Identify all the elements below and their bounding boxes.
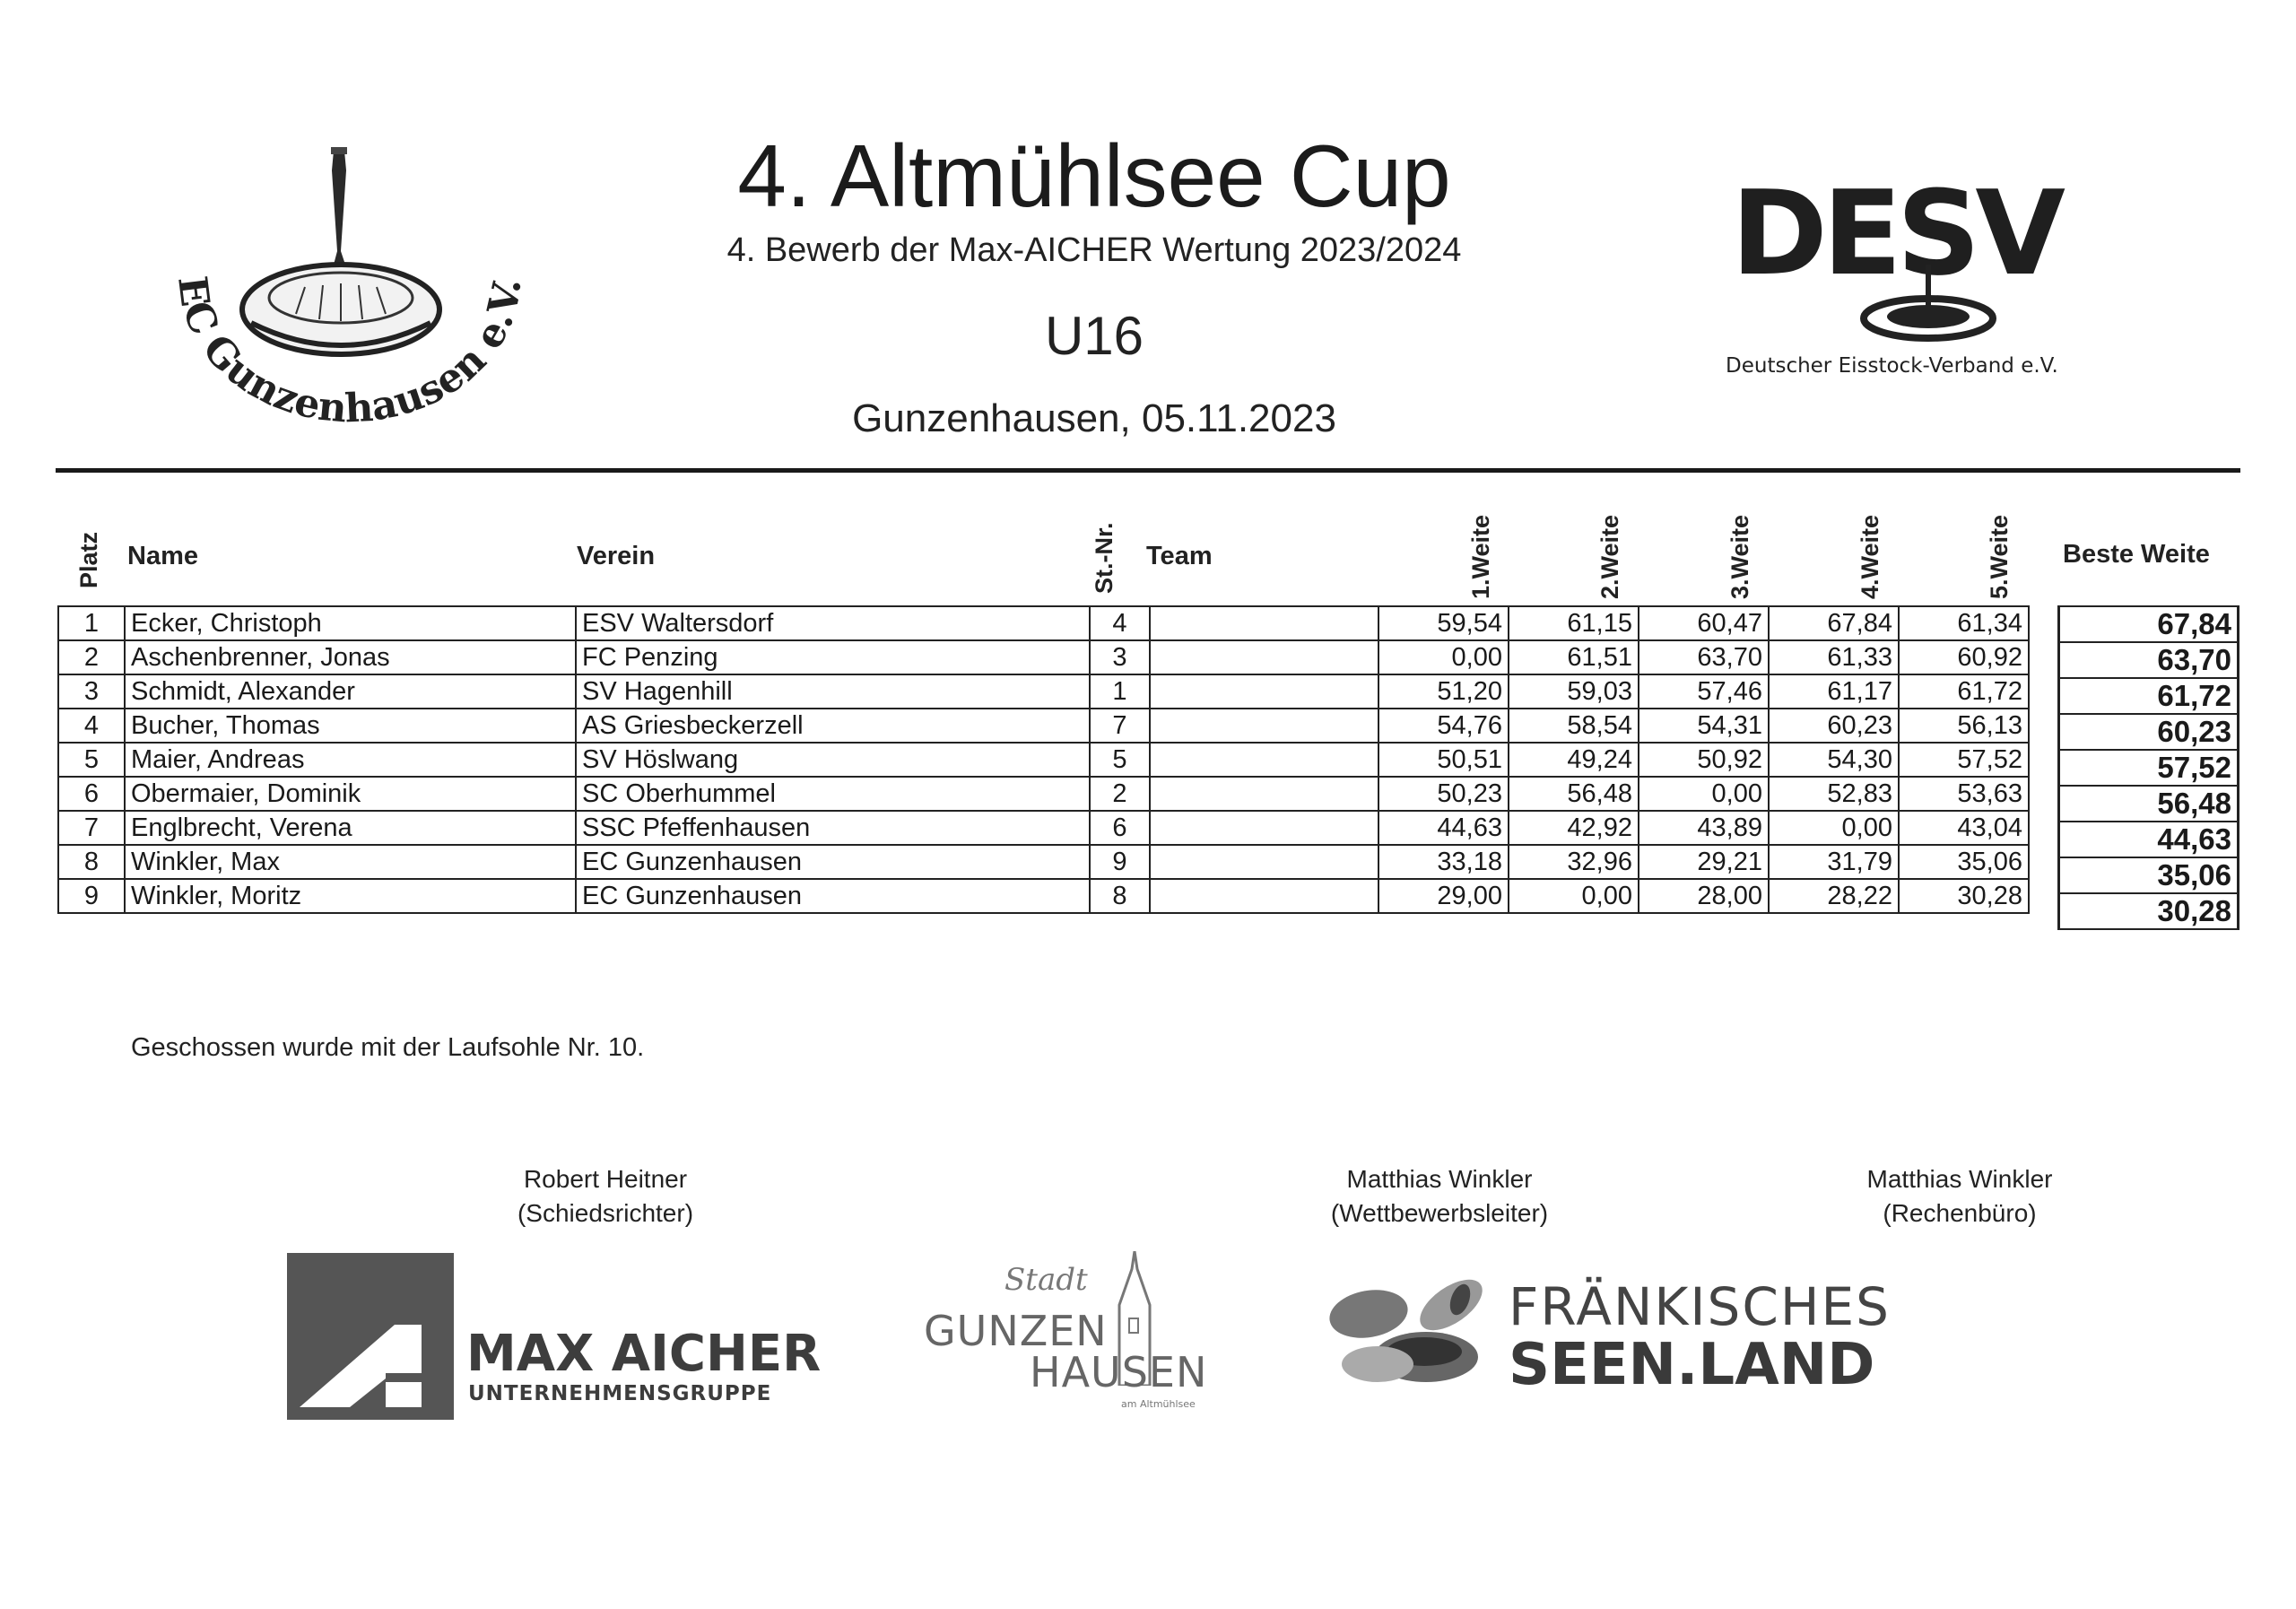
cell-weite-2: 58,54 [1509, 709, 1639, 743]
max-aicher-name: MAX AICHER [466, 1325, 822, 1383]
cell-platz: 6 [58, 777, 125, 811]
cell-beste-weite: 67,84 [2059, 606, 2239, 642]
signature-competition-lead [1260, 1162, 1619, 1231]
cell-stnr: 4 [1090, 606, 1150, 640]
signature-role: (Wettbewerbsleiter) [1330, 1199, 1549, 1227]
cell-verein: AS Griesbeckerzell [576, 709, 1090, 743]
cell-weite-2: 61,51 [1509, 640, 1639, 674]
best-row [2059, 857, 2239, 893]
fraenkisches-seenland-logo [1326, 1260, 1900, 1404]
cell-team [1150, 879, 1378, 913]
cell-weite-5: 61,72 [1899, 674, 2029, 709]
cell-verein: EC Gunzenhausen [576, 845, 1090, 879]
cell-beste-weite: 56,48 [2059, 786, 2239, 822]
table-row [58, 811, 2029, 845]
best-row [2059, 678, 2239, 714]
cell-weite-3: 57,46 [1639, 674, 1769, 709]
cell-weite-3: 60,47 [1639, 606, 1769, 640]
cell-name: Winkler, Max [125, 845, 576, 879]
cell-weite-5: 60,92 [1899, 640, 2029, 674]
cell-name: Schmidt, Alexander [125, 674, 576, 709]
cell-weite-1: 54,76 [1378, 709, 1509, 743]
footnote: Geschossen wurde mit der Laufsohle Nr. 10. [131, 1033, 645, 1062]
best-row [2059, 893, 2239, 929]
cell-weite-5: 61,34 [1899, 606, 2029, 640]
cell-team [1150, 777, 1378, 811]
place-date: Gunzenhausen, 05.11.2023 [852, 396, 1336, 440]
cell-beste-weite: 44,63 [2059, 822, 2239, 857]
col-header-verein: Verein [577, 542, 656, 570]
cell-platz: 7 [58, 811, 125, 845]
seenland-stones-icon [1326, 1269, 1496, 1395]
cell-weite-3: 63,70 [1639, 640, 1769, 674]
cell-verein: SV Höslwang [576, 743, 1090, 777]
cell-name: Aschenbrenner, Jonas [125, 640, 576, 674]
cell-weite-2: 0,00 [1509, 879, 1639, 913]
cell-weite-5: 53,63 [1899, 777, 2029, 811]
best-row [2059, 786, 2239, 822]
best-row [2059, 750, 2239, 786]
signature-referee [426, 1162, 785, 1231]
cell-stnr: 6 [1090, 811, 1150, 845]
cell-stnr: 2 [1090, 777, 1150, 811]
table-row [58, 777, 2029, 811]
cell-stnr: 9 [1090, 845, 1150, 879]
cell-weite-2: 49,24 [1509, 743, 1639, 777]
page-title: 4. Altmühlsee Cup [737, 126, 1451, 225]
cell-beste-weite: 30,28 [2059, 893, 2239, 929]
max-aicher-logo [287, 1253, 843, 1423]
col-header-name: Name [127, 542, 198, 570]
cell-weite-4: 60,23 [1769, 709, 1899, 743]
table-row [58, 879, 2029, 913]
cell-name: Winkler, Moritz [125, 879, 576, 913]
cell-weite-4: 52,83 [1769, 777, 1899, 811]
cell-stnr: 7 [1090, 709, 1150, 743]
cell-weite-2: 61,15 [1509, 606, 1639, 640]
cell-platz: 5 [58, 743, 125, 777]
best-row [2059, 822, 2239, 857]
cell-weite-1: 50,51 [1378, 743, 1509, 777]
cell-stnr: 8 [1090, 879, 1150, 913]
cell-platz: 1 [58, 606, 125, 640]
desv-wordmark: DESV [1731, 165, 2060, 301]
cell-weite-4: 0,00 [1769, 811, 1899, 845]
cell-weite-1: 50,23 [1378, 777, 1509, 811]
table-row [58, 743, 2029, 777]
table-row [58, 709, 2029, 743]
cell-name: Maier, Andreas [125, 743, 576, 777]
cell-weite-1: 59,54 [1378, 606, 1509, 640]
cell-weite-3: 28,00 [1639, 879, 1769, 913]
col-header-weite-5: 5.Weite [1986, 514, 2013, 599]
best-row [2059, 714, 2239, 750]
desv-logo [1722, 165, 2135, 390]
best-row [2059, 606, 2239, 642]
stadt-sub: am Altmühlsee [1121, 1398, 1196, 1410]
signature-name: Matthias Winkler [1346, 1165, 1533, 1193]
cell-platz: 8 [58, 845, 125, 879]
cell-weite-2: 56,48 [1509, 777, 1639, 811]
table-row [58, 640, 2029, 674]
signature-role: (Rechenbüro) [1883, 1199, 2037, 1227]
cell-beste-weite: 60,23 [2059, 714, 2239, 750]
cell-team [1150, 640, 1378, 674]
cell-weite-5: 56,13 [1899, 709, 2029, 743]
signature-computing-office [1780, 1162, 2139, 1231]
cell-beste-weite: 35,06 [2059, 857, 2239, 893]
cell-weite-3: 29,21 [1639, 845, 1769, 879]
cell-weite-5: 43,04 [1899, 811, 2029, 845]
results-table [57, 605, 2030, 914]
cell-team [1150, 606, 1378, 640]
cell-weite-2: 32,96 [1509, 845, 1639, 879]
cell-weite-3: 0,00 [1639, 777, 1769, 811]
cell-team [1150, 845, 1378, 879]
cell-weite-1: 0,00 [1378, 640, 1509, 674]
cell-platz: 9 [58, 879, 125, 913]
cell-beste-weite: 57,52 [2059, 750, 2239, 786]
best-distance-table [2057, 605, 2239, 930]
col-header-weite-1: 1.Weite [1467, 514, 1494, 599]
cell-weite-2: 42,92 [1509, 811, 1639, 845]
col-header-beste-weite: Beste Weite [2063, 540, 2210, 569]
cell-verein: FC Penzing [576, 640, 1090, 674]
cell-platz: 4 [58, 709, 125, 743]
page-subtitle: 4. Bewerb der Max-AICHER Wertung 2023/2024 [726, 231, 1462, 269]
signature-name: Matthias Winkler [1866, 1165, 2053, 1193]
signature-role: (Schiedsrichter) [517, 1199, 694, 1227]
cell-verein: SSC Pfeffenhausen [576, 811, 1090, 845]
cell-weite-4: 28,22 [1769, 879, 1899, 913]
cell-platz: 3 [58, 674, 125, 709]
cell-verein: ESV Waltersdorf [576, 606, 1090, 640]
desv-name: Deutscher Eisstock-Verband e.V. [1726, 354, 2058, 378]
stadt-line-1: GUNZEN [924, 1307, 1108, 1355]
table-row [58, 845, 2029, 879]
cell-weite-3: 50,92 [1639, 743, 1769, 777]
table-row [58, 674, 2029, 709]
cell-weite-5: 57,52 [1899, 743, 2029, 777]
cell-weite-4: 61,33 [1769, 640, 1899, 674]
cell-weite-4: 31,79 [1769, 845, 1899, 879]
cell-weite-5: 30,28 [1899, 879, 2029, 913]
stadt-script: Stadt [1004, 1262, 1088, 1298]
cell-team [1150, 811, 1378, 845]
cell-weite-1: 29,00 [1378, 879, 1509, 913]
cell-stnr: 1 [1090, 674, 1150, 709]
cell-weite-1: 44,63 [1378, 811, 1509, 845]
col-header-platz: Platz [75, 531, 102, 588]
cell-stnr: 3 [1090, 640, 1150, 674]
cell-verein: EC Gunzenhausen [576, 879, 1090, 913]
cell-weite-1: 33,18 [1378, 845, 1509, 879]
cell-weite-3: 54,31 [1639, 709, 1769, 743]
cell-weite-4: 61,17 [1769, 674, 1899, 709]
col-header-team: Team [1146, 542, 1213, 570]
signature-name: Robert Heitner [523, 1165, 688, 1193]
cell-team [1150, 743, 1378, 777]
stadt-gunzenhausen-logo [924, 1251, 1208, 1422]
age-category: U16 [1044, 306, 1144, 366]
cell-verein: SC Oberhummel [576, 777, 1090, 811]
header-divider [56, 468, 2240, 473]
cell-weite-5: 35,06 [1899, 845, 2029, 879]
cell-stnr: 5 [1090, 743, 1150, 777]
cell-team [1150, 674, 1378, 709]
cell-name: Obermaier, Dominik [125, 777, 576, 811]
cell-team [1150, 709, 1378, 743]
club-logo-lettering: EC Gunzenhausen e.V. [169, 274, 531, 432]
col-header-weite-2: 2.Weite [1596, 514, 1623, 599]
cell-name: Bucher, Thomas [125, 709, 576, 743]
cell-platz: 2 [58, 640, 125, 674]
col-header-stnr: St.-Nr. [1091, 522, 1118, 594]
cell-name: Ecker, Christoph [125, 606, 576, 640]
stadt-line-2: HAUSEN [1030, 1348, 1208, 1396]
cell-weite-4: 67,84 [1769, 606, 1899, 640]
best-row [2059, 642, 2239, 678]
seenland-line-2: SEEN.LAND [1509, 1332, 1875, 1398]
cell-beste-weite: 61,72 [2059, 678, 2239, 714]
max-aicher-tagline: UNTERNEHMENSGRUPPE [468, 1382, 772, 1405]
cell-weite-4: 54,30 [1769, 743, 1899, 777]
cell-beste-weite: 63,70 [2059, 642, 2239, 678]
cell-weite-2: 59,03 [1509, 674, 1639, 709]
seenland-line-1: FRÄNKISCHES [1509, 1276, 1891, 1337]
eisstock-target-icon [1848, 265, 2009, 345]
col-header-weite-3: 3.Weite [1726, 514, 1753, 599]
cell-name: Englbrecht, Verena [125, 811, 576, 845]
table-row [58, 606, 2029, 640]
col-header-weite-4: 4.Weite [1857, 514, 1883, 599]
cell-weite-3: 43,89 [1639, 811, 1769, 845]
cell-verein: SV Hagenhill [576, 674, 1090, 709]
cell-weite-1: 51,20 [1378, 674, 1509, 709]
max-aicher-mark-icon [287, 1253, 454, 1420]
